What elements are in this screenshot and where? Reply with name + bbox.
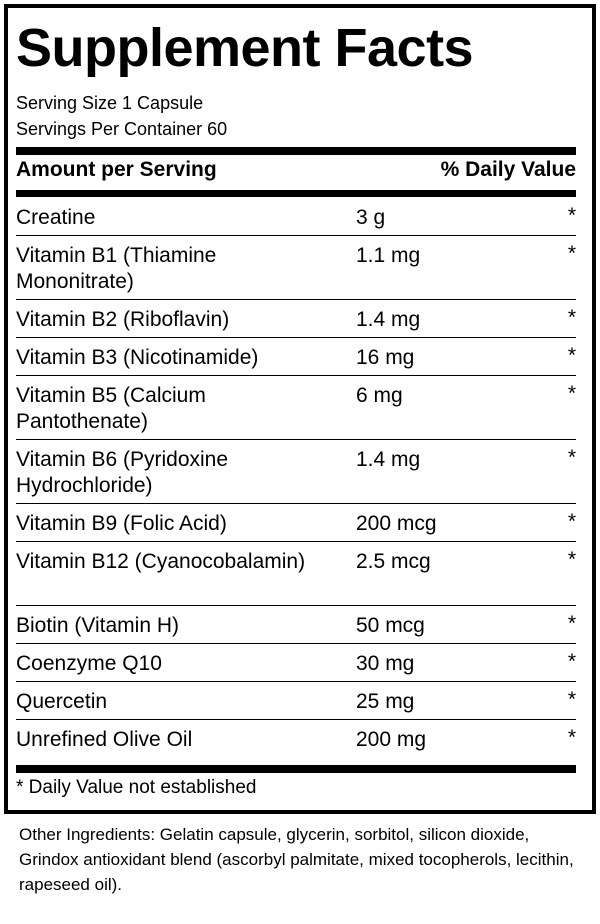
table-header (16, 158, 576, 188)
table-row (16, 682, 576, 720)
nutrient-amount: 2.5 mcg (356, 550, 431, 573)
nutrient-name: Unrefined Olive Oil (16, 728, 193, 751)
nutrient-amount: 200 mcg (356, 512, 437, 535)
servings-per-container: Servings Per Container 60 (16, 119, 228, 139)
nutrient-daily-value: * (567, 382, 576, 405)
nutrient-name: Biotin (Vitamin H) (16, 614, 179, 637)
nutrient-daily-value: * (567, 688, 576, 711)
table-row (16, 236, 576, 300)
nutrient-amount: 50 mcg (356, 614, 425, 637)
thick-divider-top (16, 147, 576, 155)
nutrient-daily-value: * (567, 306, 576, 329)
nutrient-name: Vitamin B5 (Calcium Pantothenate) (16, 384, 206, 433)
daily-value-header: % Daily Value (440, 158, 576, 181)
nutrient-amount: 25 mg (356, 690, 415, 713)
nutrient-table (16, 198, 576, 757)
nutrient-daily-value: * (567, 204, 576, 227)
nutrient-daily-value: * (567, 242, 576, 265)
nutrient-name: Vitamin B9 (Folic Acid) (16, 512, 227, 535)
nutrient-name: Vitamin B6 (Pyridoxine Hydrochloride) (16, 448, 229, 497)
table-row (16, 300, 576, 338)
nutrient-daily-value: * (567, 446, 576, 469)
nutrient-name: Vitamin B12 (Cyanocobalamin) (16, 550, 306, 573)
nutrient-amount: 16 mg (356, 346, 415, 369)
table-row (16, 198, 576, 236)
nutrient-name: Vitamin B3 (Nicotinamide) (16, 346, 259, 369)
table-row (16, 644, 576, 682)
nutrient-name: Coenzyme Q10 (16, 652, 162, 675)
nutrient-amount: 30 mg (356, 652, 415, 675)
nutrient-daily-value: * (567, 548, 576, 571)
table-row (16, 338, 576, 376)
nutrient-name: Vitamin B2 (Riboflavin) (16, 308, 230, 331)
table-row (16, 376, 576, 440)
nutrient-amount: 200 mg (356, 728, 427, 751)
table-row (16, 542, 576, 606)
nutrient-amount: 3 g (356, 206, 386, 229)
nutrient-daily-value: * (567, 344, 576, 367)
nutrient-daily-value: * (567, 726, 576, 749)
page-title: Supplement Facts (16, 18, 474, 78)
nutrient-amount: 1.4 mg (356, 308, 421, 331)
nutrient-amount: 1.1 mg (356, 244, 421, 267)
nutrient-amount: 6 mg (356, 384, 403, 407)
daily-value-footnote: * Daily Value not established (16, 777, 257, 798)
nutrient-name: Creatine (16, 206, 96, 229)
table-row (16, 720, 576, 757)
nutrient-name: Quercetin (16, 690, 108, 713)
table-row (16, 440, 576, 504)
table-row (16, 606, 576, 644)
other-ingredients: Other Ingredients: Gelatin capsule, glycerin, sorbitol, silicon dioxide, Grindox antioxidant blend (ascorbyl palmitate, mixed tocopherols, lecithin, rapeseed oil). (19, 825, 574, 894)
thick-divider-bottom (16, 765, 576, 773)
nutrient-amount: 1.4 mg (356, 448, 421, 471)
nutrient-daily-value: * (567, 650, 576, 673)
amount-per-serving-header: Amount per Serving (16, 158, 217, 181)
nutrient-daily-value: * (567, 510, 576, 533)
nutrient-daily-value: * (567, 612, 576, 635)
thick-divider-header (16, 190, 576, 197)
table-row (16, 504, 576, 542)
nutrient-name: Vitamin B1 (Thiamine Mononitrate) (16, 244, 217, 293)
serving-size: Serving Size 1 Capsule (16, 93, 204, 113)
